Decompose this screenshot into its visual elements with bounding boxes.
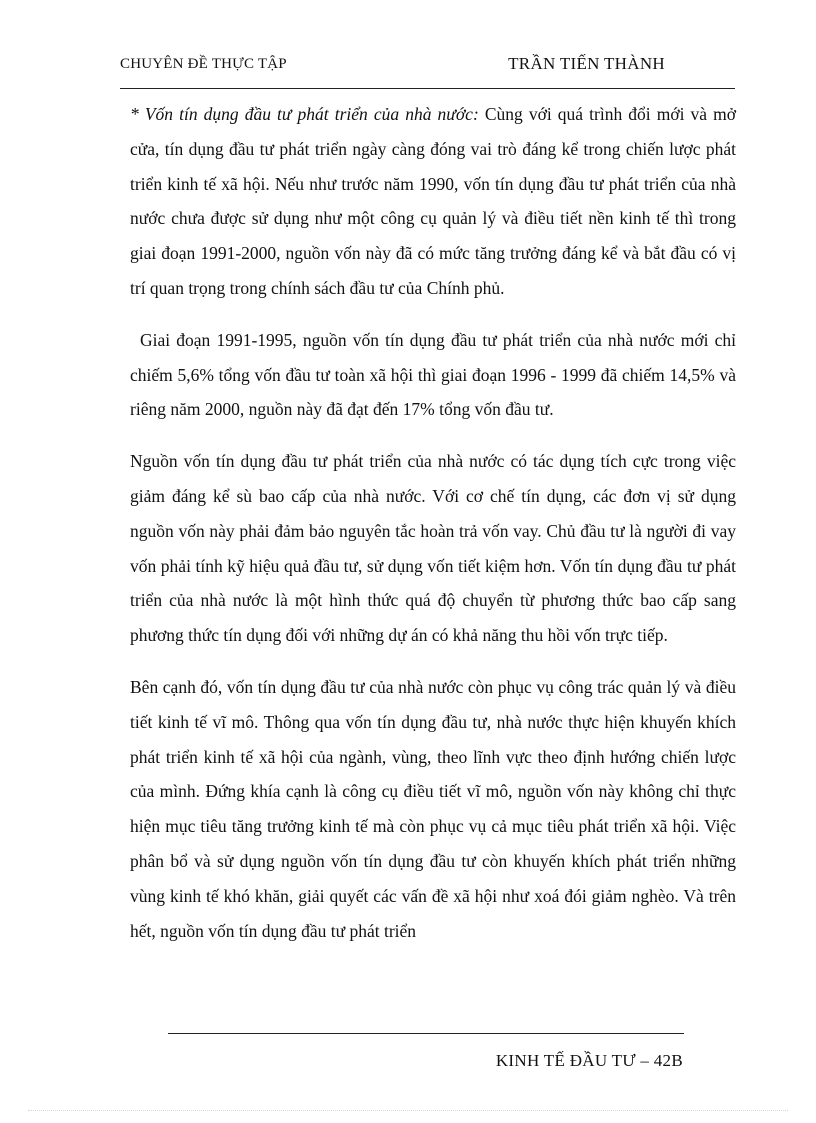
page-bottom-edge (28, 1110, 788, 1111)
footer-class-label: KINH TẾ ĐẦU TƯ – 42B (495, 1051, 683, 1070)
header-author-name: TRẦN TIẾN THÀNH (508, 54, 665, 73)
header-divider (120, 88, 735, 89)
paragraph-subsidy-reduction: Nguồn vốn tín dụng đầu tư phát triển của nhà nước có tác dụng tích cực trong việc giảm đáng kể sù bao cấp của nhà nước. Với cơ chế tín dụng, các đơn vị sử dụng nguồn vốn này phải đảm bảo nguyên tắc hoàn trả vốn vay. Chủ đầu tư là người đi vay vốn phải tính kỹ hiệu quả đầu tư, sử dụng vốn tiết kiệm hơn. Vốn tín dụng đầu tư phát triển của nhà nước là một hình thức quá độ chuyển từ phương thức bao cấp sang phương thức tín dụng đối với những dự án có khả năng thu hồi vốn trực tiếp. (130, 451, 736, 646)
footer-divider (168, 1033, 684, 1034)
document-body (130, 97, 736, 948)
paragraph-state-credit-intro (130, 97, 736, 306)
page-header (120, 52, 735, 78)
paragraph-macro-regulation: Bên cạnh đó, vốn tín dụng đầu tư của nhà nước còn phục vụ công trác quản lý và điều tiết kinh tế vĩ mô. Thông qua vốn tín dụng đầu tư, nhà nước thực hiện khuyến khích phát triển kinh tế xã hội của ngành, vùng, theo lĩnh vực theo định hướng chiến lược của mình. Đứng khía cạnh là công cụ điều tiết vĩ mô, nguồn vốn này không chỉ thực hiện mục tiêu tăng trưởng kinh tế mà còn phục vụ cả mục tiêu phát triển xã hội. Việc phân bổ và sử dụng nguồn vốn tín dụng đầu tư còn khuyến khích phát triển những vùng kinh tế khó khăn, giải quyết các vấn đề xã hội như xoá đói giảm nghèo. Và trên hết, nguồn vốn tín dụng đầu tư phát triển (130, 676, 736, 941)
paragraph-text: Cùng với quá trình đổi mới và mở cửa, tín dụng đầu tư phát triển ngày càng đóng vai trò đáng kể trong chiến lược phát triển kinh tế xã hội. Nếu như trước năm 1990, vốn tín dụng đầu tư phát triển của nhà nước chưa được sử dụng như một công cụ quản lý và điều tiết nền kinh tế thì trong giai đoạn 1991-2000, nguồn vốn này đã có mức tăng trưởng đáng kể và bắt đầu có vị trí quan trọng trong chính sách đầu tư của Chính phủ. (130, 104, 736, 298)
paragraph-lead-in: * Vốn tín dụng đầu tư phát triển của nhà nước: (130, 104, 479, 124)
paragraph-period-statistics: Giai đoạn 1991-1995, nguồn vốn tín dụng đầu tư phát triển của nhà nước mới chỉ chiếm 5,6% tổng vốn đầu tư toàn xã hội thì giai đoạn 1996 - 1999 đã chiếm 14,5% và riêng năm 2000, nguồn này đã đạt đến 17% tổng vốn đầu tư. (130, 329, 736, 420)
header-document-type: CHUYÊN ĐỀ THỰC TẬP (120, 56, 287, 72)
